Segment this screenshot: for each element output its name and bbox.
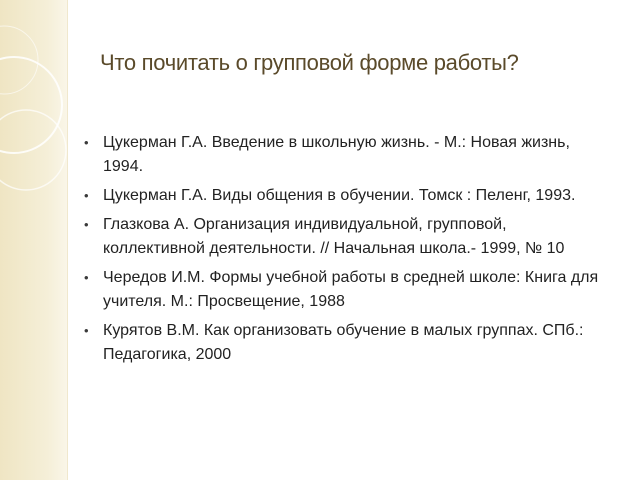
decorative-side-band <box>0 0 68 480</box>
list-item-text: Цукерман Г.А. Введение в школьную жизнь. - М.: Новая жизнь, 1994. <box>103 134 570 175</box>
bullet-icon: • <box>84 217 89 232</box>
list-item <box>84 319 604 367</box>
decorative-circles-graphic <box>0 0 68 480</box>
list-item-text: Глазкова А. Организация индивидуальной, групповой, коллективной деятельности. // Начальная школа.- 1999, № 10 <box>103 216 565 257</box>
bullet-icon: • <box>84 270 89 285</box>
bullet-icon: • <box>84 323 89 338</box>
bullet-icon: • <box>84 188 89 203</box>
bullet-icon: • <box>84 135 89 150</box>
list-item <box>84 266 604 314</box>
list-item <box>84 184 604 208</box>
list-item-text: Цукерман Г.А. Виды общения в обучении. Томск : Пеленг, 1993. <box>103 187 576 204</box>
list-item <box>84 131 604 179</box>
reading-list <box>84 131 604 372</box>
list-item-text: Чередов И.М. Формы учебной работы в средней школе: Книга для учителя. М.: Просвещение, 1988 <box>103 269 599 310</box>
list-item <box>84 213 604 261</box>
slide-title: Что почитать о групповой форме работы? <box>100 50 519 75</box>
list-item-text: Курятов В.М. Как организовать обучение в малых группах. СПб.: Педагогика, 2000 <box>103 322 584 363</box>
